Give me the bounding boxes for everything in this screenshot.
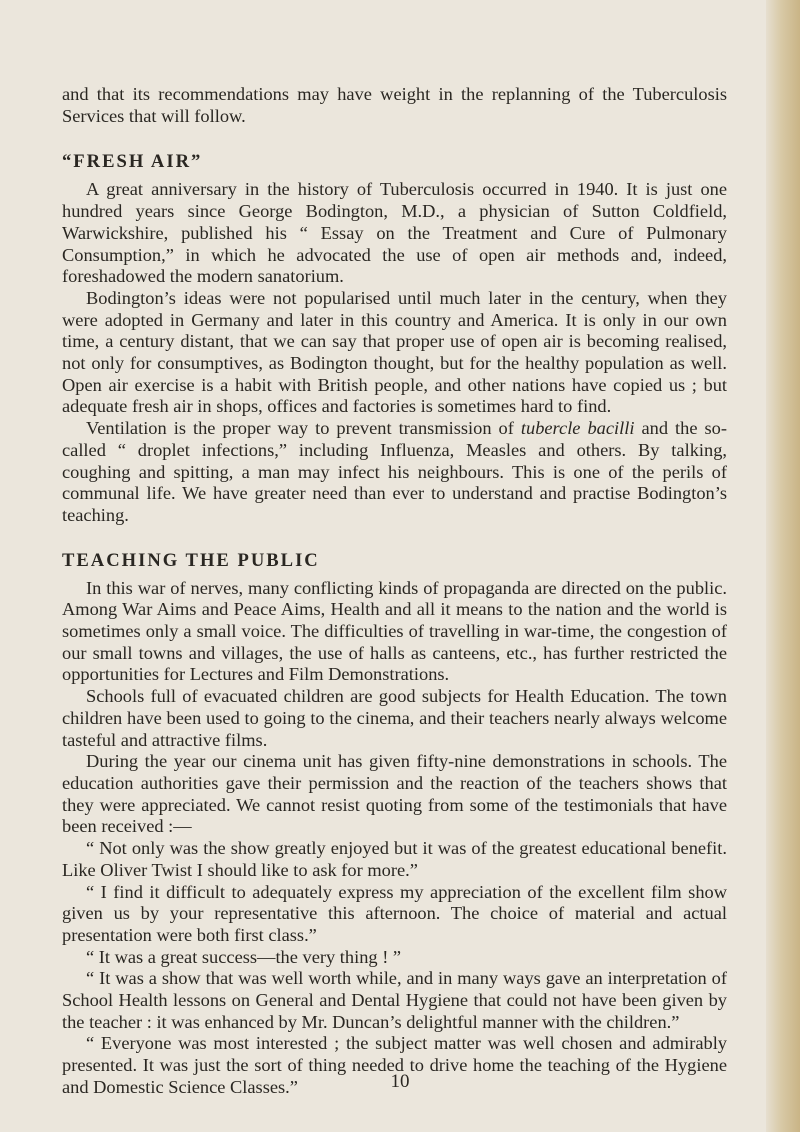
text-span: and the so-called “ droplet infections,” including Influenza, Measles and others. By talking, coughing and spitting, a man may infect his neighbours. This is one of the perils of communal life. We have greater need than ever to understand and practise Bodington’s teaching. xyxy=(62,418,727,525)
page-edge xyxy=(766,0,800,1132)
document-body xyxy=(62,84,727,1099)
testimonial-quote: “ Everyone was most interested ; the subject matter was well chosen and admirably presented. It was just the sort of thing needed to drive home the teaching of the Hygiene and Domestic Science Classes.” xyxy=(62,1033,727,1097)
testimonial-quote: “ Not only was the show greatly enjoyed but it was of the greatest educational benefit. Like Oliver Twist I should like to ask for more.” xyxy=(62,838,727,880)
testimonial-quote: “ It was a great success—the very thing ! ” xyxy=(86,946,402,967)
section-heading-teaching-public: TEACHING THE PUBLIC xyxy=(62,549,320,571)
paragraph: In this war of nerves, many conflicting kinds of propaganda are directed on the public. Among War Aims and Peace Aims, Health and all it means to the nation and the world is sometimes only a small voice. The difficulties of travelling in war-time, the congestion of our small towns and villages, the use of halls as canteens, etc., has further restricted the opportunities for Lectures and Film Demonstrations. xyxy=(62,577,727,685)
paragraph: Schools full of evacuated children are good subjects for Health Education. The town children have been used to going to the cinema, and their teachers nearly always welcome tasteful and attractive films. xyxy=(62,686,727,750)
intro-paragraph: and that its recommendations may have weight in the replanning of the Tuberculosis Services that will follow. xyxy=(62,84,727,126)
page-number: 10 xyxy=(390,1071,410,1092)
testimonial-quote: “ It was a show that was well worth while, and in many ways gave an interpretation of School Health lessons on General and Dental Hygiene that could not have been given by the teacher : it was enhanced by Mr. Duncan’s delightful manner with the children.” xyxy=(62,968,727,1032)
ventilation-paragraph xyxy=(62,418,727,527)
paragraph: Bodington’s ideas were not popularised until much later in the century, when they were adopted in Germany and later in this country and America. It is only in our own time, a century distant, that we can say that proper use of open air is becoming realised, not only for consumptives, as Bodington thought, but for the healthy population as well. Open air exercise is a habit with British people, and other nations have copied us ; but adequate fresh air in shops, offices and factories is sometimes hard to find. xyxy=(62,287,727,417)
paragraph: A great anniversary in the history of Tuberculosis occurred in 1940. It is just one hundred years since George Bodington, M.D., a physician of Sutton Coldfield, Warwickshire, published his “ Essay on the Treatment and Cure of Pulmonary Consumption,” in which he advocated the use of open air methods and, indeed, foreshadowed the modern sanatorium. xyxy=(62,179,727,287)
section-heading-fresh-air: “FRESH AIR” xyxy=(62,151,203,173)
paragraph: During the year our cinema unit has given fifty-nine demonstrations in schools. The education authorities gave their permission and the reaction of the teachers shows that they were appreciated. We cannot resist quoting from some of the testimonials that have been received :— xyxy=(62,751,727,837)
testimonial-quote: “ I find it difficult to adequately express my appreciation of the excellent film show given us by your representative this afternoon. The choice of material and actual presentation were both first class.” xyxy=(62,881,727,945)
italic-term: tubercle bacilli xyxy=(520,418,635,439)
text-span: Ventilation is the proper way to prevent transmission of xyxy=(86,418,521,439)
